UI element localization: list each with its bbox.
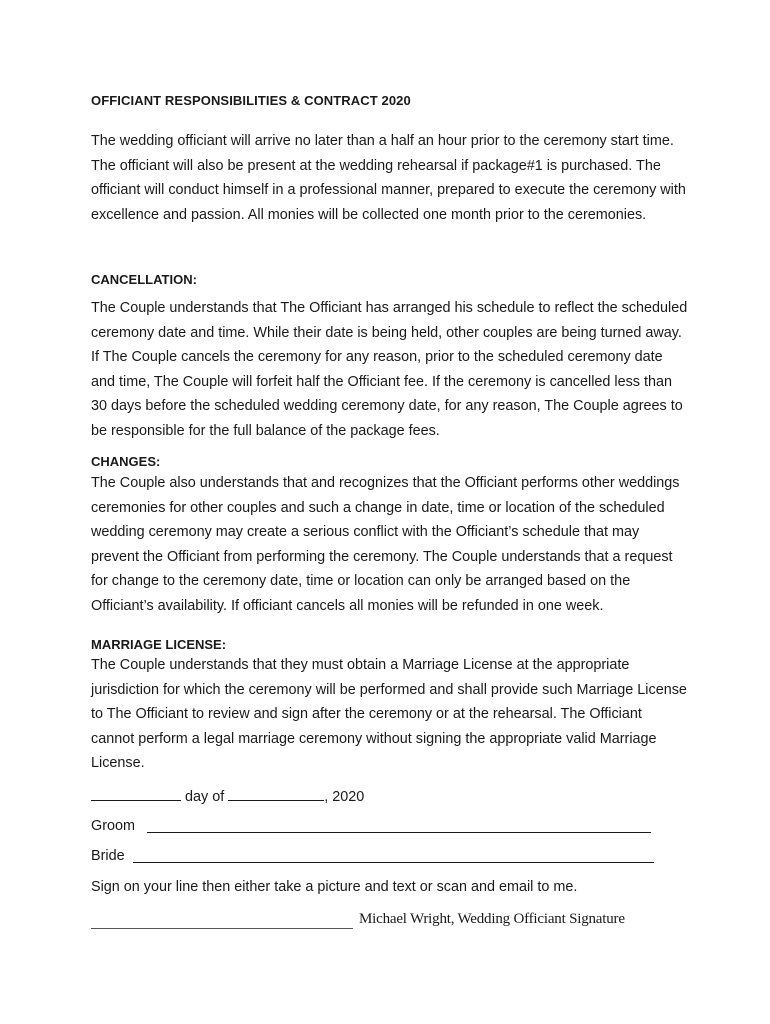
cancellation-heading: CANCELLATION: (91, 272, 197, 287)
day-of-label: day of (185, 789, 225, 805)
changes-heading: CHANGES: (91, 454, 161, 469)
officiant-signature-line[interactable] (91, 928, 353, 929)
groom-signature-line[interactable] (147, 832, 651, 833)
marriage-license-paragraph: The Couple understands that they must obtain a Marriage License at the appropriate jurisdiction for which the ceremony will be performed and shall provide such Marriage License to The Officiant to review and sign after the ceremony or at the rehearsal. The Officiant cannot perform a legal marriage ceremony without signing the appropriate valid Marriage License. (91, 657, 687, 772)
officiant-signature-label: Michael Wright, Wedding Officiant Signature (359, 911, 625, 927)
year-label: , 2020 (324, 789, 365, 805)
cancellation-paragraph: The Couple understands that The Officiant has arranged his schedule to reflect the scheduled ceremony date and time. While their date is being held, other couples are being turned away. If The Couple cancels the ceremony for any reason, prior to the scheduled ceremony date and time, The Couple will forfeit half the Officiant fee. If the ceremony is cancelled less than 30 days before the scheduled wedding ceremony date, for any reason, The Couple agrees to be responsible for the full balance of the package fees. (91, 300, 688, 439)
document-title: OFFICIANT RESPONSIBILITIES & CONTRACT 2020 (91, 93, 411, 108)
month-blank[interactable] (228, 786, 324, 801)
groom-label: Groom (91, 818, 135, 834)
bride-signature-line[interactable] (133, 862, 654, 863)
date-line (91, 786, 364, 805)
groom-row (91, 818, 135, 834)
bride-row (91, 848, 125, 864)
intro-paragraph: The wedding officiant will arrive no later than a half an hour prior to the ceremony start time. The officiant will also be present at the wedding rehearsal if package#1 is purchased. The officiant will conduct himself in a professional manner, prepared to execute the ceremony with excellence and passion. All monies will be collected one month prior to the ceremonies. (91, 133, 686, 223)
signing-instruction: Sign on your line then either take a picture and text or scan and email to me. (91, 879, 578, 895)
marriage-license-heading: MARRIAGE LICENSE: (91, 637, 227, 652)
day-blank[interactable] (91, 786, 181, 801)
bride-label: Bride (91, 848, 125, 864)
changes-paragraph: The Couple also understands that and recognizes that the Officiant performs other weddings ceremonies for other couples and such a change in date, time or location of the scheduled wedding ceremony may create a serious conflict with the Officiant’s schedule that may prevent the Officiant from performing the ceremony. The Couple understands that a request for change to the ceremony date, time or location can only be arranged based on the Officiant’s availability. If officiant cancels all monies will be refunded in one week. (91, 475, 680, 614)
